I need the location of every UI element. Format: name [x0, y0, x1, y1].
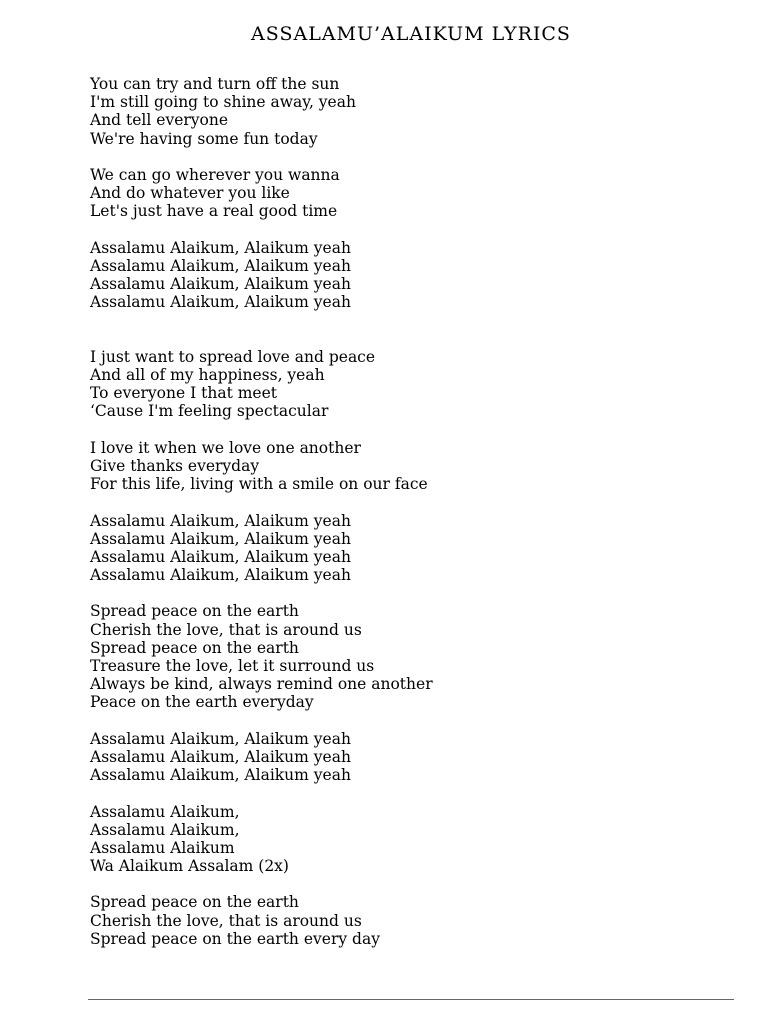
- lyric-line: Assalamu Alaikum, Alaikum yeah: [90, 547, 351, 566]
- lyric-line: Assalamu Alaikum, Alaikum yeah: [90, 766, 351, 785]
- lyric-line: I'm still going to shine away, yeah: [90, 93, 356, 112]
- stanza: [90, 75, 730, 148]
- lyric-line: To everyone I that meet: [90, 384, 278, 403]
- lyric-line: Assalamu Alaikum, Alaikum yeah: [90, 511, 351, 530]
- lyric-line: Assalamu Alaikum, Alaikum yeah: [90, 293, 351, 312]
- lyric-line: Spread peace on the earth: [90, 638, 299, 657]
- lyric-line: Assalamu Alaikum, Alaikum yeah: [90, 729, 351, 748]
- lyric-line: Treasure the love, let it surround us: [90, 657, 375, 676]
- lyric-line: Cherish the love, that is around us: [90, 911, 362, 930]
- lyric-line: Give thanks everyday: [90, 456, 260, 475]
- lyric-line: I love it when we love one another: [90, 438, 361, 457]
- lyrics-body: [90, 75, 730, 948]
- lyric-line: And do whatever you like: [90, 184, 290, 203]
- lyric-line: Assalamu Alaikum, Alaikum yeah: [90, 275, 351, 294]
- stanza: [90, 803, 730, 876]
- lyric-line: And all of my happiness, yeah: [90, 366, 325, 385]
- lyric-line: Assalamu Alaikum, Alaikum yeah: [90, 529, 351, 548]
- chorus: [90, 512, 730, 585]
- lyric-line: Assalamu Alaikum, Alaikum yeah: [90, 747, 351, 766]
- lyric-line: Wa Alaikum Assalam (2x): [90, 857, 289, 876]
- lyric-line: ‘Cause I'm feeling spectacular: [90, 402, 329, 421]
- lyric-line: Peace on the earth everyday: [90, 693, 314, 712]
- chorus: [90, 730, 730, 785]
- lyric-line: Spread peace on the earth every day: [90, 929, 380, 948]
- lyric-line: Assalamu Alaikum,: [90, 802, 240, 821]
- lyric-line: We can go wherever you wanna: [90, 165, 340, 184]
- lyric-line: Let's just have a real good time: [90, 202, 338, 221]
- page-title: ASSALAMU’ALAIKUM LYRICS: [251, 23, 571, 45]
- lyric-line: I just want to spread love and peace: [90, 347, 376, 366]
- lyric-line: We're having some fun today: [90, 129, 318, 148]
- lyric-line: And tell everyone: [90, 111, 229, 130]
- lyric-line: Assalamu Alaikum, Alaikum yeah: [90, 566, 351, 585]
- footer-divider: [88, 999, 734, 1000]
- chorus: [90, 239, 730, 312]
- stanza: [90, 439, 730, 494]
- stanza: [90, 348, 730, 421]
- lyric-line: Assalamu Alaikum, Alaikum yeah: [90, 256, 351, 275]
- lyric-line: You can try and turn off the sun: [90, 75, 340, 93]
- lyric-line: Spread peace on the earth: [90, 893, 299, 912]
- lyric-line: Assalamu Alaikum,: [90, 820, 240, 839]
- lyric-line: For this life, living with a smile on our face: [90, 475, 428, 494]
- lyric-line: Cherish the love, that is around us: [90, 620, 362, 639]
- lyric-line: Spread peace on the earth: [90, 602, 299, 621]
- stanza: [90, 602, 730, 711]
- lyric-line: Always be kind, always remind one another: [90, 675, 433, 694]
- lyric-line: Assalamu Alaikum: [90, 838, 235, 857]
- stanza: [90, 166, 730, 221]
- stanza: [90, 893, 730, 948]
- lyric-line: Assalamu Alaikum, Alaikum yeah: [90, 238, 351, 257]
